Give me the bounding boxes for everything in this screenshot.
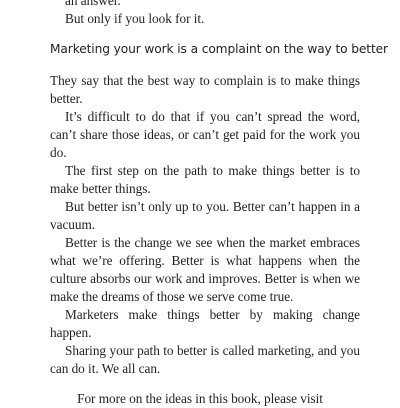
top-fragment-line-2: But only if you look for it. bbox=[65, 11, 205, 26]
top-fragment-line-1: an answer. bbox=[65, 0, 121, 8]
section-heading: Marketing your work is a complaint on the way to better bbox=[50, 42, 388, 56]
paragraph: Sharing your path to better is called marketing, and you can do it. We all can. bbox=[50, 343, 360, 376]
footer-note: For more on the ideas in this book, please visit bbox=[77, 391, 323, 406]
paragraph: Better is the change we see when the market embraces what we’re offering. Better is what happens when the culture absorbs our work and improves. Better is when we make the dreams of those we serve come true. bbox=[50, 235, 360, 304]
body-text bbox=[50, 72, 360, 378]
paragraph: Marketers make things better by making change happen. bbox=[50, 307, 360, 340]
paragraph: The first step on the path to make things better is to make better things. bbox=[50, 163, 360, 196]
paragraph: They say that the best way to complain is to make things better. bbox=[50, 73, 360, 106]
paragraph: But better isn’t only up to you. Better can’t happen in a vacuum. bbox=[50, 199, 360, 232]
paragraph: It’s difficult to do that if you can’t spread the word, can’t share those ideas, or can’t get paid for the work you do. bbox=[50, 109, 360, 160]
